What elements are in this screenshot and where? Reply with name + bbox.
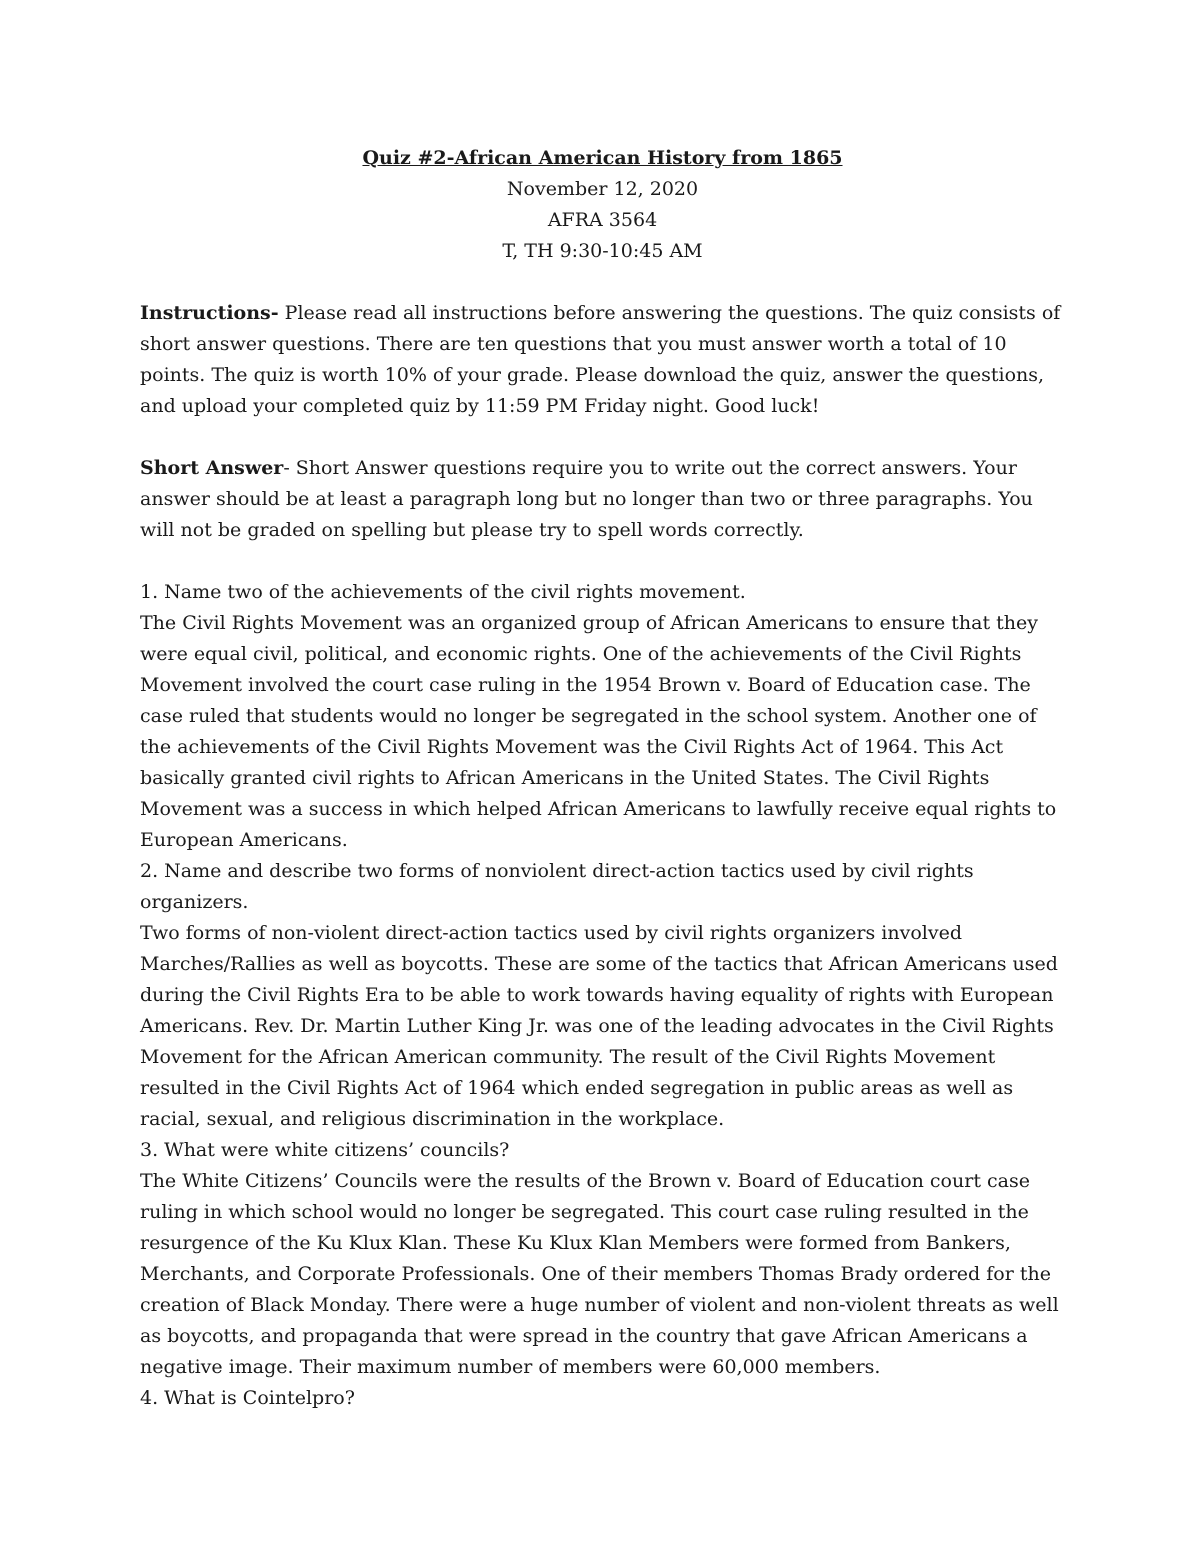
question-1: 1. Name two of the achievements of the civil rights movement. (140, 581, 746, 603)
quiz-date: November 12, 2020 (506, 178, 699, 200)
question-block-4 (140, 1383, 1065, 1414)
question-4: 4. What is Cointelpro? (140, 1387, 355, 1409)
answer-3: The White Citizens’ Councils were the results of the Brown v. Board of Education court case ruling in which school would no longer be segregated. This court case ruling resulted in the resurgence of the Ku Klux Klan. These Ku Klux Klan Members were formed from Bankers, Merchants, and Corporate Professionals. One of their members Thomas Brady ordered for the creation of Black Monday. There were a huge number of violent and non-violent threats as well as boycotts, and propaganda that were spread in the country that gave African Americans a negative image. Their maximum number of members were 60,000 members. (140, 1170, 1059, 1378)
short-answer-text: - Short Answer questions require you to write out the correct answers. Your answer should be at least a paragraph long but no longer than two or three paragraphs. You will not be graded on spelling but please try to spell words correctly. (140, 457, 1033, 541)
course-code: AFRA 3564 (547, 209, 658, 231)
quiz-title: Quiz #2-African American History from 1865 (362, 147, 843, 169)
class-schedule: T, TH 9:30-10:45 AM (502, 240, 703, 262)
spacer (140, 546, 1065, 577)
quiz-header (140, 143, 1065, 267)
question-2: 2. Name and describe two forms of nonviolent direct-action tactics used by civil rights organizers. (140, 860, 974, 913)
spacer (140, 422, 1065, 453)
short-answer-label: Short Answer (140, 457, 284, 479)
instructions-label: Instructions- (140, 302, 279, 324)
answer-2: Two forms of non-violent direct-action tactics used by civil rights organizers involved Marches/Rallies as well as boycotts. These are some of the tactics that African Americans used during the Civil Rights Era to be able to work towards having equality of rights with European Americans. Rev. Dr. Martin Luther King Jr. was one of the leading advocates in the Civil Rights Movement for the African American community. The result of the Civil Rights Movement resulted in the Civil Rights Act of 1964 which ended segregation in public areas as well as racial, sexual, and religious discrimination in the workplace. (140, 922, 1058, 1130)
instructions-text: Please read all instructions before answering the questions. The quiz consists of short answer questions. There are ten questions that you must answer worth a total of 10 points. The quiz is worth 10% of your grade. Please download the quiz, answer the questions, and upload your completed quiz by 11:59 PM Friday night. Good luck! (140, 302, 1061, 417)
spacer (140, 267, 1065, 298)
instructions-paragraph (140, 298, 1065, 422)
question-block-1 (140, 577, 1065, 856)
document-content (140, 143, 1065, 1414)
answer-1: The Civil Rights Movement was an organized group of African Americans to ensure that they were equal civil, political, and economic rights. One of the achievements of the Civil Rights Movement involved the court case ruling in the 1954 Brown v. Board of Education case. The case ruled that students would no longer be segregated in the school system. Another one of the achievements of the Civil Rights Movement was the Civil Rights Act of 1964. This Act basically granted civil rights to African Americans in the United States. The Civil Rights Movement was a success in which helped African Americans to lawfully receive equal rights to European Americans. (140, 612, 1057, 851)
question-block-2 (140, 856, 1065, 1135)
question-block-3 (140, 1135, 1065, 1383)
short-answer-paragraph (140, 453, 1065, 546)
question-3: 3. What were white citizens’ councils? (140, 1139, 510, 1161)
